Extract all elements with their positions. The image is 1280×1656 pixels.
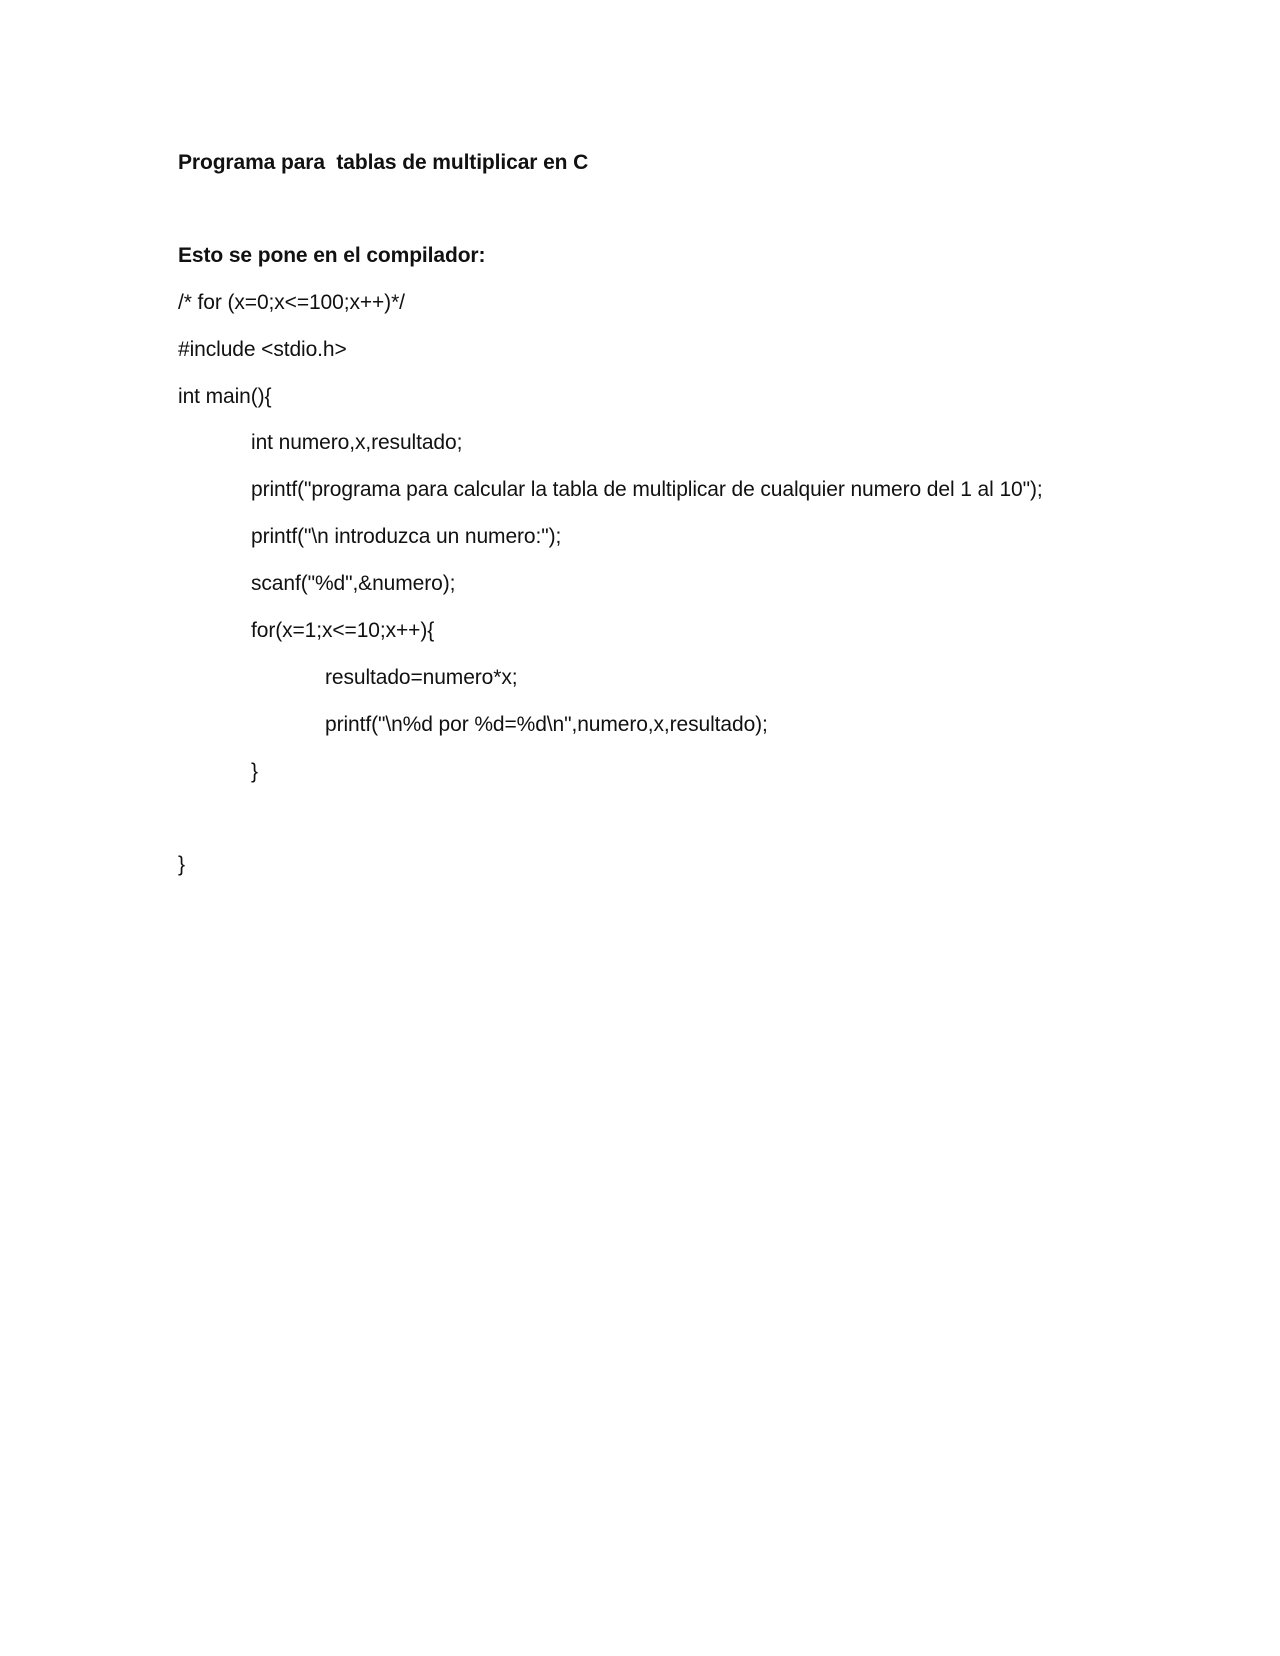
- code-line: /* for (x=0;x<=100;x++)*/: [178, 291, 405, 314]
- code-line: for(x=1;x<=10;x++){: [251, 619, 435, 642]
- code-line: printf("\n introduzca un numero:");: [251, 525, 562, 548]
- document-subtitle: Esto se pone en el compilador:: [178, 244, 486, 267]
- code-line: int numero,x,resultado;: [251, 431, 463, 454]
- code-line: scanf("%d",&numero);: [251, 572, 456, 595]
- code-line: #include <stdio.h>: [178, 338, 347, 361]
- code-line: printf("programa para calcular la tabla de multiplicar de cualquier numero del 1 al 10");: [251, 478, 1043, 501]
- code-line: }: [251, 760, 258, 783]
- code-line: int main(){: [178, 385, 272, 408]
- code-line: printf("\n%d por %d=%d\n",numero,x,resultado);: [325, 713, 768, 736]
- code-line: }: [178, 853, 185, 876]
- document-title: Programa para tablas de multiplicar en C: [178, 151, 589, 174]
- code-line: resultado=numero*x;: [325, 666, 518, 689]
